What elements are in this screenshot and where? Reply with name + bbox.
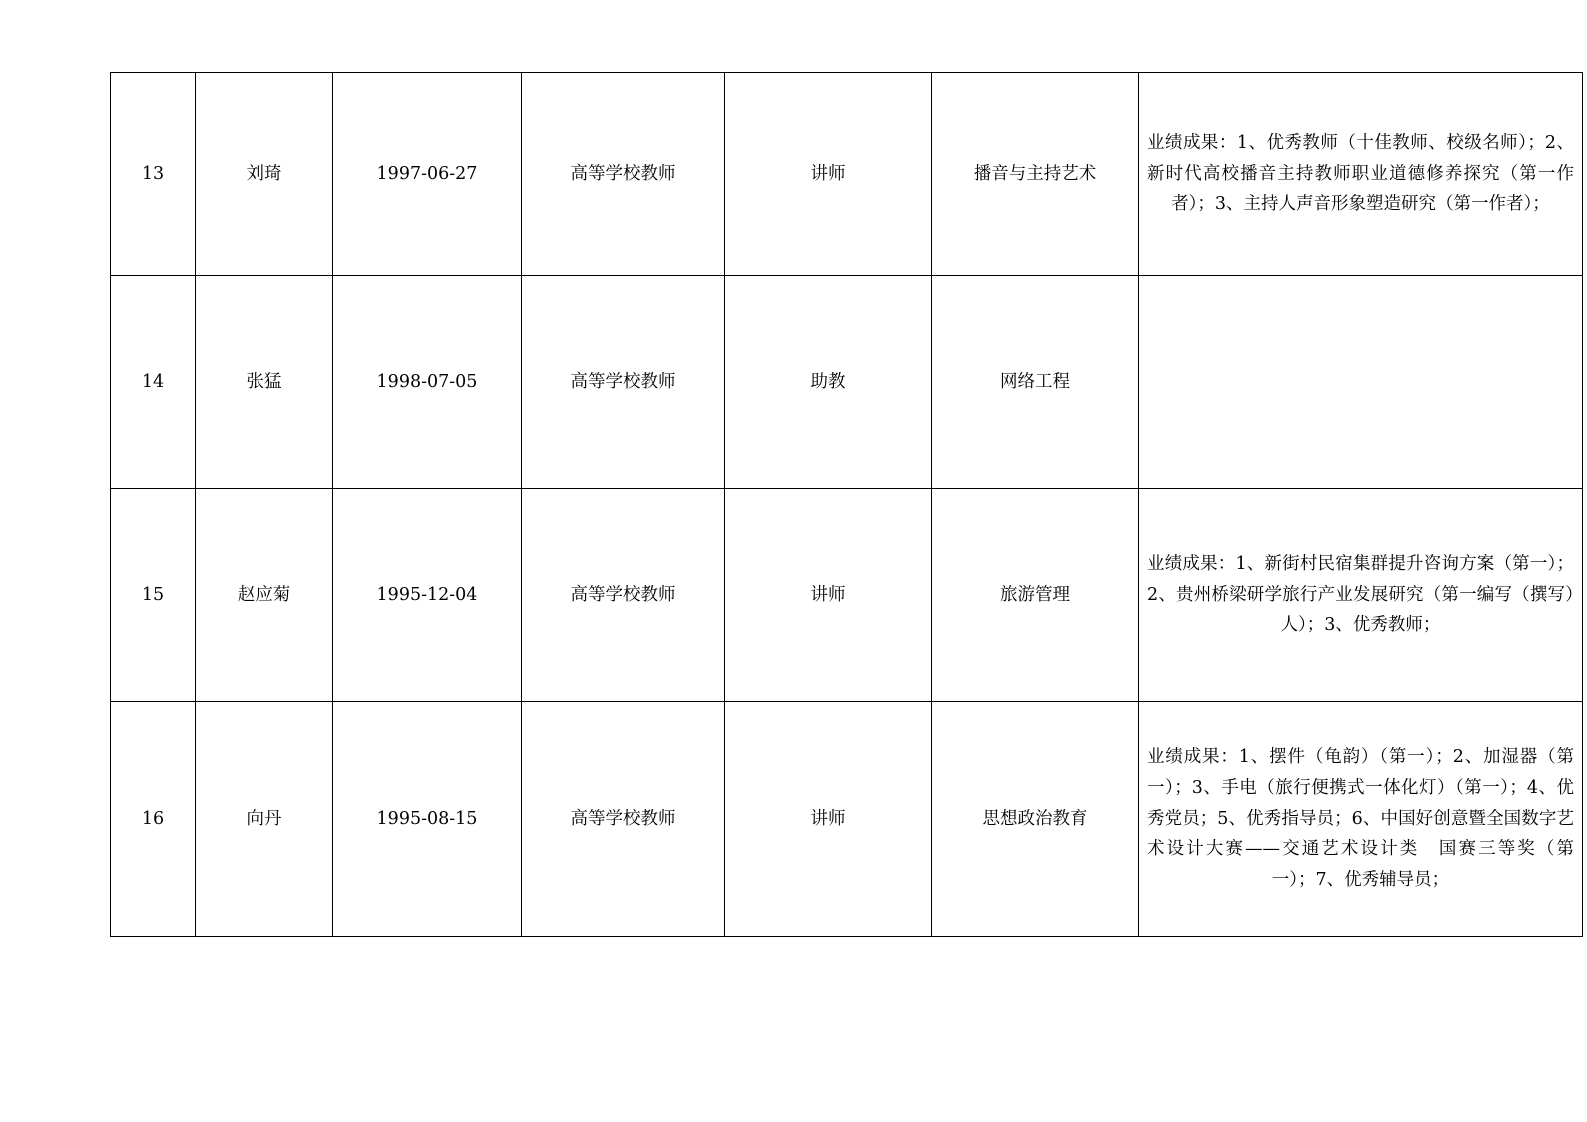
cell-birth-date: 1995-12-04 [333,489,522,702]
achievements-text: 业绩成果：1、摆件（龟韵）（第一）；2、加湿器（第一）；3、手电（旅行便携式一体化灯）（第一）；4、优秀党员；5、优秀指导员；6、中国好创意暨全国数字艺术设计大赛——交通艺术设计类 国赛三等奖（第一）；7、优秀辅导员； [1147,747,1574,890]
cell-name: 向丹 [196,702,333,937]
cell-personnel-category: 高等学校教师 [522,489,725,702]
cell-birth-date: 1998-07-05 [333,276,522,489]
cell-index: 13 [111,73,196,276]
cell-professional-title: 讲师 [725,73,932,276]
table-row [111,276,1583,489]
cell-major: 网络工程 [932,276,1139,489]
cell-name: 刘琦 [196,73,333,276]
cell-major: 播音与主持艺术 [932,73,1139,276]
cell-achievements [1139,489,1583,702]
cell-achievements [1139,276,1583,489]
cell-achievements [1139,73,1583,276]
cell-professional-title: 讲师 [725,489,932,702]
table-row [111,73,1583,276]
cell-major: 思想政治教育 [932,702,1139,937]
achievements-text: 业绩成果：1、优秀教师（十佳教师、校级名师）；2、新时代高校播音主持教师职业道德修养探究（第一作者）；3、主持人声音形象塑造研究（第一作者）； [1147,133,1574,215]
cell-personnel-category: 高等学校教师 [522,73,725,276]
cell-index: 15 [111,489,196,702]
personnel-table [110,72,1583,937]
cell-personnel-category: 高等学校教师 [522,276,725,489]
cell-professional-title: 助教 [725,276,932,489]
table-row [111,489,1583,702]
cell-achievements [1139,702,1583,937]
cell-index: 14 [111,276,196,489]
table-body [111,73,1583,937]
cell-personnel-category: 高等学校教师 [522,702,725,937]
cell-major: 旅游管理 [932,489,1139,702]
achievements-text: 业绩成果：1、新街村民宿集群提升咨询方案（第一）；2、贵州桥梁研学旅行产业发展研究（第一编写（撰写）人）；3、优秀教师； [1147,554,1574,636]
table-row [111,702,1583,937]
cell-name: 赵应菊 [196,489,333,702]
cell-index: 16 [111,702,196,937]
cell-name: 张猛 [196,276,333,489]
achievements-text [1147,382,1574,383]
cell-birth-date: 1995-08-15 [333,702,522,937]
cell-professional-title: 讲师 [725,702,932,937]
cell-birth-date: 1997-06-27 [333,73,522,276]
